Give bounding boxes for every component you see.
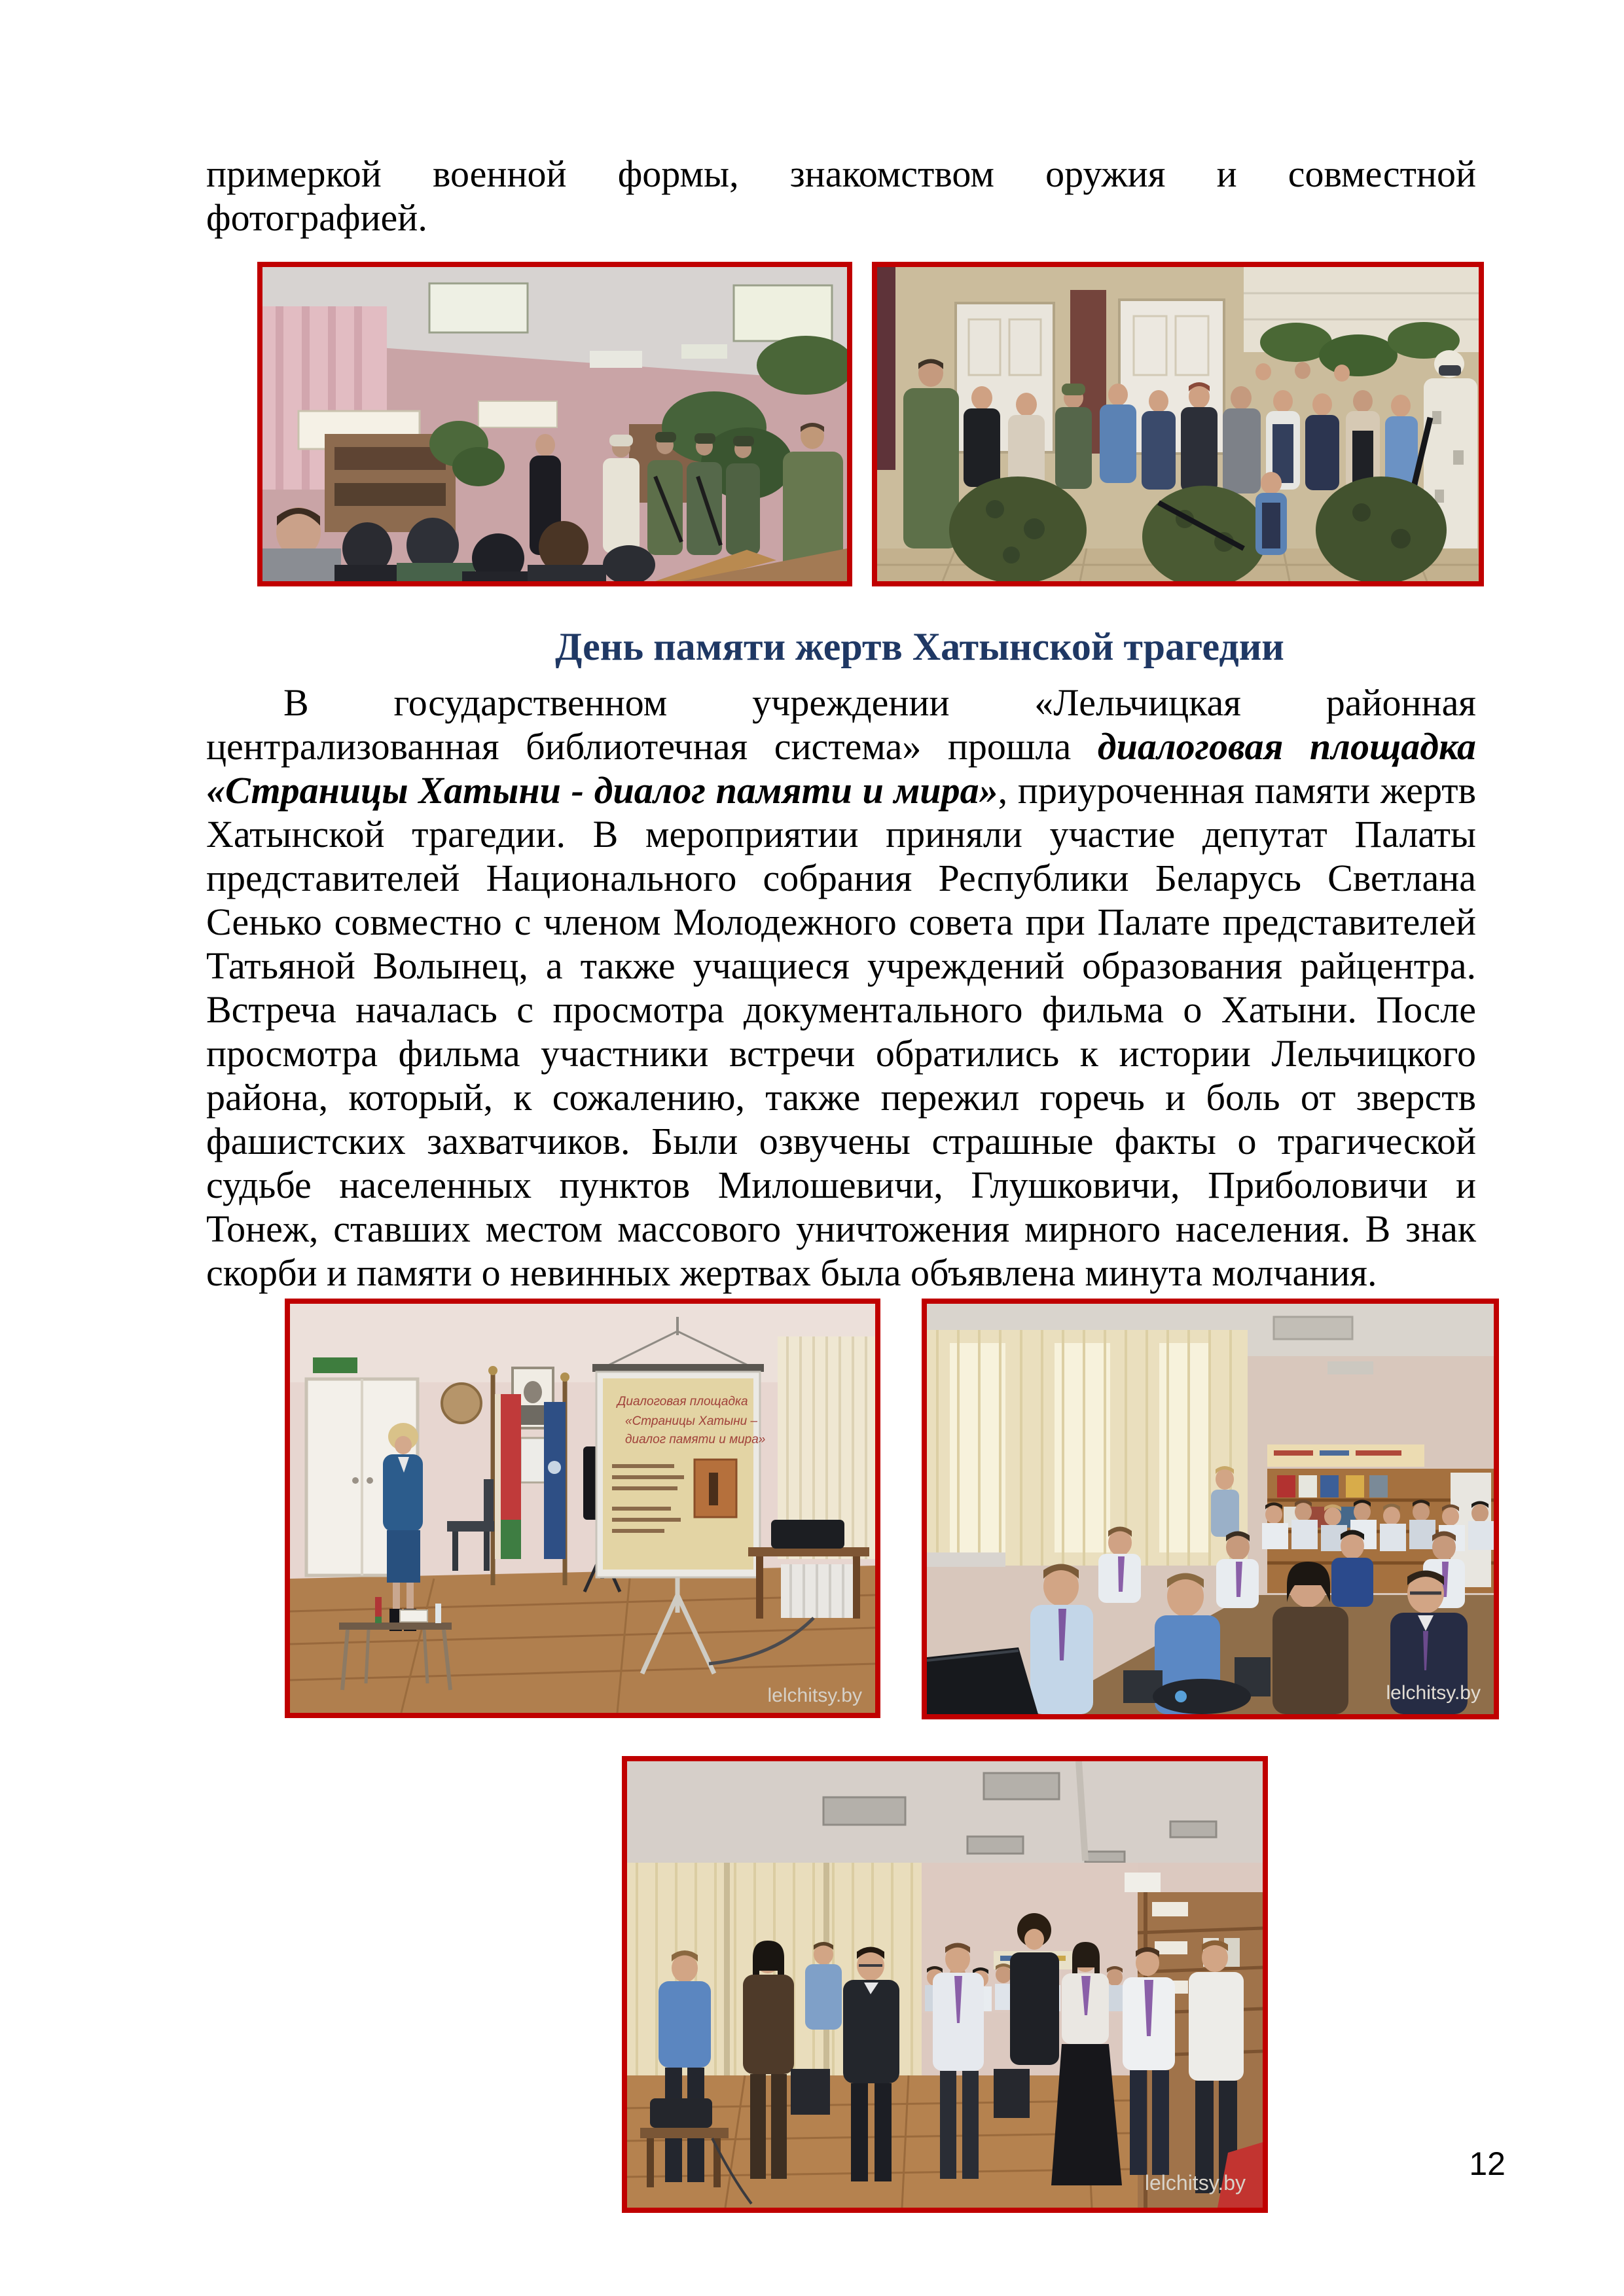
chair bbox=[994, 2069, 1030, 2118]
photo-row-middle bbox=[285, 1299, 1481, 1719]
projector bbox=[650, 2098, 712, 2128]
slide-title-line: Диалоговая площадка bbox=[617, 1395, 748, 1408]
photo-group-hall-image bbox=[877, 267, 1479, 581]
boy bbox=[1261, 472, 1282, 494]
ceiling-light bbox=[1274, 1317, 1352, 1339]
watermark: lelchitsy.by bbox=[1386, 1682, 1481, 1704]
ceiling bbox=[627, 1761, 1263, 1863]
ghillie-soldier bbox=[949, 476, 1087, 581]
paragraph-text: В государственном учреждении «Лельчицкая районная централизованная библиотечная система» прошла bbox=[206, 681, 1476, 768]
librarian bbox=[535, 434, 555, 456]
hanging-plant bbox=[1319, 334, 1398, 376]
person bbox=[1353, 390, 1373, 412]
paragraph-bold-italic: диалоговая площадка «Страницы Хатыни - диалог памяти и мира» bbox=[206, 725, 1476, 812]
table bbox=[640, 2128, 729, 2138]
nameplate bbox=[400, 1610, 427, 1622]
photo-military-library bbox=[257, 262, 852, 586]
wall-edge bbox=[877, 267, 895, 470]
section-heading: День памяти жертв Хатынской трагедии bbox=[555, 625, 1284, 668]
ceiling-light bbox=[1327, 1361, 1373, 1374]
intro-paragraph-line-1: примеркой военной формы, знакомством оружия и совместной bbox=[206, 152, 1476, 195]
ceiling-light bbox=[681, 344, 727, 359]
paragraph-text: , приуроченная памяти жертв Хатынской трагедии. В мероприятии приняли участие депутат Палаты представителей Национального собрания Республики Беларусь Светлана Сенько совместно с членом Молодежного совета при Палате представителей Татьяной Волынец, а также учащиеся учреждений образования райцентра. Встреча началась с просмотра документального фильма о Хатыни. После просмотра фильма участники встречи обратились к истории Лельчицкого района, который, к сожалению, также пережил горечь и боль от зверств фашистских захватчиков. Были озвучены страшные факты о трагической судьбе населенных пунктов Милошевичи, Глушковичи, Приболовичи и Тонеж, ставших местом массового уничтожения мирного населения. В знак скорби и памяти о невинных жертвах была объявлена минута молчания. bbox=[206, 769, 1476, 1294]
glass-table bbox=[339, 1623, 452, 1630]
slide-title-line: диалог памяти и мира» bbox=[625, 1433, 766, 1446]
intro-paragraph bbox=[206, 152, 1476, 240]
ceiling-light bbox=[590, 351, 642, 368]
ceiling-light bbox=[734, 285, 832, 341]
person bbox=[1016, 393, 1037, 416]
slide-title-line: «Страницы Хатыни – bbox=[625, 1414, 758, 1428]
wall-banner bbox=[478, 401, 557, 427]
person bbox=[971, 386, 992, 410]
projector bbox=[771, 1520, 844, 1549]
chair bbox=[791, 2069, 830, 2115]
page-number: 12 bbox=[1469, 2145, 1506, 2182]
ghillie-soldier bbox=[1316, 476, 1447, 581]
photo-minute-of-silence bbox=[622, 1756, 1268, 2213]
intro-paragraph-line-2: фотографией. bbox=[206, 196, 427, 239]
wall-sign bbox=[1125, 1873, 1161, 1892]
photo-presentation bbox=[285, 1299, 880, 1718]
section-paragraph bbox=[206, 681, 1476, 1295]
screen-bar bbox=[592, 1364, 764, 1372]
watermark: lelchitsy.by bbox=[767, 1685, 862, 1706]
person bbox=[1231, 386, 1252, 410]
radiator bbox=[781, 1564, 856, 1618]
photo-military-library-image bbox=[262, 267, 847, 581]
district-flag bbox=[544, 1402, 566, 1559]
standing-person bbox=[1216, 1469, 1234, 1490]
wall-emblem bbox=[442, 1384, 481, 1423]
shelf-label bbox=[1152, 1902, 1188, 1916]
soldier-green-camo bbox=[647, 460, 683, 555]
photo-group-hall bbox=[872, 262, 1484, 586]
watermark: lelchitsy.by bbox=[1144, 2171, 1246, 2195]
windowsill bbox=[927, 1552, 1005, 1567]
projector bbox=[1153, 1679, 1251, 1714]
photo-presentation-image bbox=[290, 1304, 875, 1713]
table bbox=[748, 1547, 869, 1556]
ceiling-light bbox=[429, 283, 528, 332]
shelf-label bbox=[1155, 1941, 1187, 1954]
exit-sign bbox=[313, 1357, 357, 1373]
person bbox=[1273, 390, 1293, 412]
soldier-green-camo bbox=[687, 462, 722, 555]
photo-audience-image bbox=[927, 1304, 1494, 1714]
person bbox=[1149, 390, 1168, 412]
water-bottle bbox=[435, 1604, 441, 1623]
photo-row-top bbox=[257, 262, 1476, 586]
person bbox=[1108, 384, 1128, 406]
photo-minute-of-silence-image bbox=[627, 1761, 1263, 2208]
photo-audience bbox=[922, 1299, 1499, 1719]
person bbox=[1391, 395, 1411, 417]
soldier-green-camo bbox=[726, 463, 760, 555]
person bbox=[1312, 393, 1332, 416]
